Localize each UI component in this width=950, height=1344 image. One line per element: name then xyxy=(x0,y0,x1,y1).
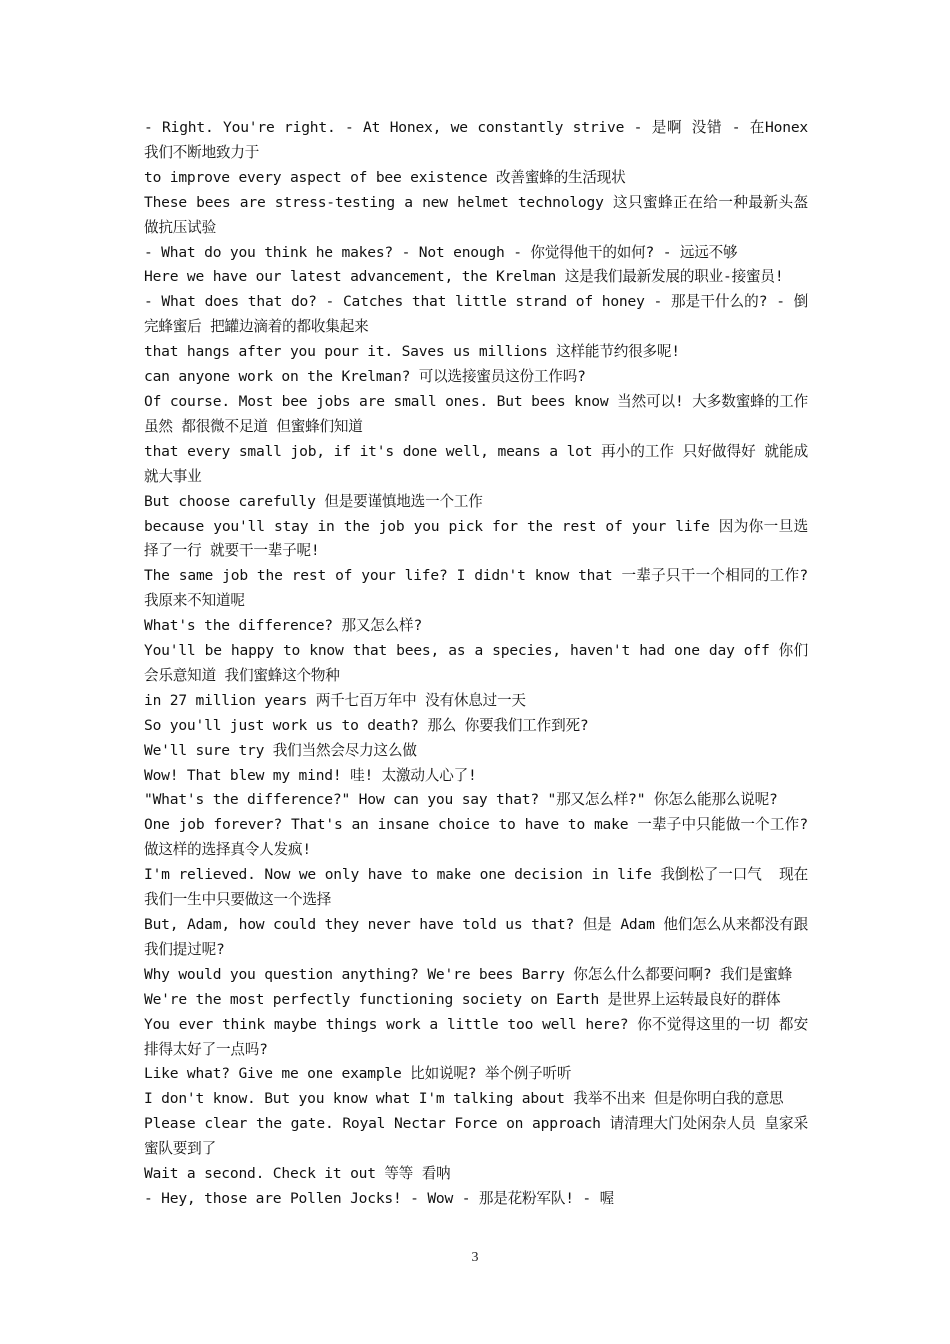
text-line: because you'll stay in the job you pick for the rest of your life 因为你一旦选择了一行 就要干一辈子呢! xyxy=(144,517,808,560)
page-number: 3 xyxy=(471,1250,479,1265)
text-line: - What do you think he makes? - Not enough - 你觉得他干的如何? - 远远不够 xyxy=(144,243,738,261)
text-line: that every small job, if it's done well, means a lot 再小的工作 只好做得好 就能成就大事业 xyxy=(144,442,808,485)
text-line: Of course. Most bee jobs are small ones. But bees know 当然可以! 大多数蜜蜂的工作虽然 都很微不足道 但蜜蜂们知道 xyxy=(144,392,808,435)
text-line: Here we have our latest advancement, the Krelman 这是我们最新发展的职业-接蜜员! xyxy=(144,268,784,286)
text-line: - What does that do? - Catches that little strand of honey - 那是干什么的? - 倒完蜂蜜后 把罐边滴着的都收集起来 xyxy=(144,293,808,336)
text-line: One job forever? That's an insane choice to have to make 一辈子中只能做一个工作? 做这样的选择真令人发疯! xyxy=(144,816,817,859)
text-line: in 27 million years 两千七百万年中 没有休息过一天 xyxy=(144,691,526,709)
text-line: But, Adam, how could they never have told us that? 但是 Adam 他们怎么从来都没有跟我们提过呢? xyxy=(144,916,808,958)
text-line: These bees are stress-testing a new helmet technology 这只蜜蜂正在给一种最新头盔做抗压试验 xyxy=(144,193,808,236)
subtitle-text-block xyxy=(144,116,817,1212)
text-line: "What's the difference?" How can you say that? "那又怎么样?" 你怎么能那么说呢? xyxy=(144,791,778,809)
text-line: But choose carefully 但是要谨慎地选一个工作 xyxy=(144,492,483,510)
text-line: The same job the rest of your life? I didn't know that 一辈子只干一个相同的工作? 我原来不知道呢 xyxy=(144,567,817,610)
text-line: to improve every aspect of bee existence 改善蜜蜂的生活现状 xyxy=(144,168,626,186)
text-line: You'll be happy to know that bees, as a species, haven't had one day off 你们会乐意知道 我们蜜蜂这个物种 xyxy=(144,642,808,684)
text-line: We're the most perfectly functioning society on Earth 是世界上运转最良好的群体 xyxy=(144,990,781,1008)
text-line: Wait a second. Check it out 等等 看呐 xyxy=(144,1165,451,1183)
text-line: What's the difference? 那又怎么样? xyxy=(144,617,423,635)
text-line: I don't know. But you know what I'm talking about 我举不出来 但是你明白我的意思 xyxy=(144,1090,784,1108)
text-line: So you'll just work us to death? 那么 你要我们工作到死? xyxy=(144,716,589,734)
text-line: - Hey, those are Pollen Jocks! - Wow - 那是花粉军队! - 喔 xyxy=(144,1189,614,1207)
text-line: can anyone work on the Krelman? 可以选接蜜员这份工作吗? xyxy=(144,368,586,386)
text-line: You ever think maybe things work a little too well here? 你不觉得这里的一切 都安排得太好了一点吗? xyxy=(144,1015,808,1058)
text-line: I'm relieved. Now we only have to make one decision in life 我倒松了一口气 现在我们一生中只要做这一个选择 xyxy=(144,866,808,909)
text-line: Why would you question anything? We're bees Barry 你怎么什么都要问啊? 我们是蜜蜂 xyxy=(144,965,792,983)
text-line: Like what? Give me one example 比如说呢? 举个例子听听 xyxy=(144,1065,572,1083)
text-line: Please clear the gate. Royal Nectar Force on approach 请清理大门处闲杂人员 皇家采蜜队要到了 xyxy=(144,1115,808,1158)
text-line: that hangs after you pour it. Saves us millions 这样能节约很多呢! xyxy=(144,343,680,361)
text-line: - Right. You're right. - At Honex, we constantly strive - 是啊 没错 - 在Honex 我们不断地致力于 xyxy=(144,119,817,161)
text-line: Wow! That blew my mind! 哇! 太激动人心了! xyxy=(144,766,477,784)
text-line: We'll sure try 我们当然会尽力这么做 xyxy=(144,741,417,759)
